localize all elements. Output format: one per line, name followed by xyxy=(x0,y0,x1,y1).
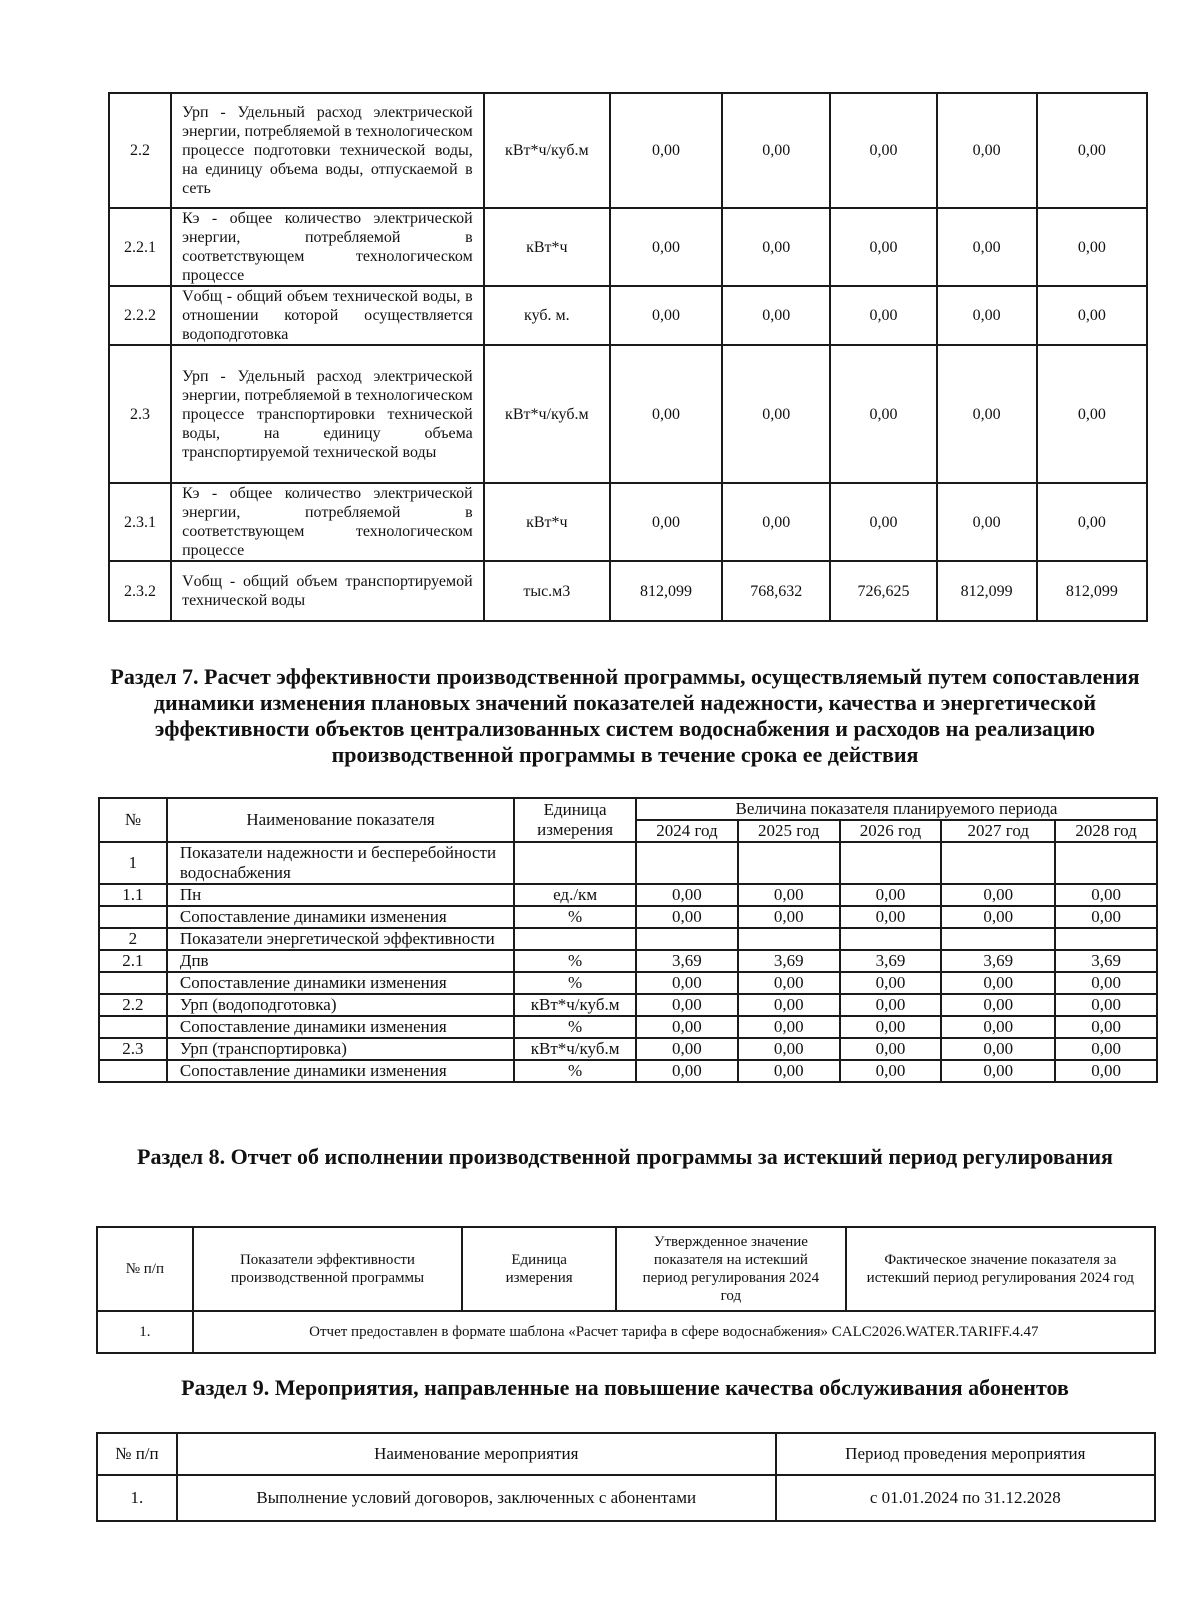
section-8-title: Раздел 8. Отчет об исполнении производственной программы за истекший период регулирования xyxy=(137,1144,1113,1169)
value-cell: 0,00 xyxy=(840,884,942,906)
row-unit: кВт*ч/куб.м xyxy=(484,345,610,483)
value-cell: 0,00 xyxy=(840,972,942,994)
row-number: 2.2 xyxy=(109,93,171,208)
table-row xyxy=(97,1311,1155,1353)
activities-table xyxy=(96,1432,1156,1522)
table-row xyxy=(109,483,1147,561)
value-cell: 0,00 xyxy=(636,1038,738,1060)
row-description: Урп - Удельный расход электрической энергии, потребляемой в технологическом процессе транспортировки технической воды, на единицу объема транспортируемой технической воды xyxy=(171,345,484,483)
table-row xyxy=(99,994,1157,1016)
value-cell: 0,00 xyxy=(722,483,830,561)
value-cell xyxy=(738,842,840,884)
header-row xyxy=(99,798,1157,820)
row-number: 1. xyxy=(97,1311,193,1353)
value-cell: 0,00 xyxy=(1055,884,1157,906)
value-cell: 0,00 xyxy=(830,483,936,561)
table-row xyxy=(109,561,1147,621)
efficiency-table xyxy=(98,797,1158,1083)
value-cell: 0,00 xyxy=(738,884,840,906)
header-num: № xyxy=(99,798,167,842)
value-cell: 3,69 xyxy=(636,950,738,972)
row-number: 1 xyxy=(99,842,167,884)
header-year: 2025 год xyxy=(738,820,840,842)
value-cell: 0,00 xyxy=(610,483,722,561)
value-cell: 3,69 xyxy=(1055,950,1157,972)
activity-name: Выполнение условий договоров, заключенных с абонентами xyxy=(177,1475,776,1521)
row-name: Сопоставление динамики изменения xyxy=(167,972,514,994)
value-cell: 0,00 xyxy=(722,208,830,286)
header-num: № п/п xyxy=(97,1433,177,1475)
row-number xyxy=(99,972,167,994)
row-unit: кВт*ч/куб.м xyxy=(484,93,610,208)
row-unit: ед./км xyxy=(514,884,636,906)
value-cell: 0,00 xyxy=(937,345,1037,483)
value-cell: 0,00 xyxy=(840,906,942,928)
row-number: 2.1 xyxy=(99,950,167,972)
row-name: Сопоставление динамики изменения xyxy=(167,906,514,928)
header-year: 2026 год xyxy=(840,820,942,842)
row-unit: % xyxy=(514,972,636,994)
header-unit: Единица измерения xyxy=(462,1227,616,1311)
value-cell: 0,00 xyxy=(636,994,738,1016)
row-number: 2.2.1 xyxy=(109,208,171,286)
value-cell: 0,00 xyxy=(937,208,1037,286)
row-number: 2 xyxy=(99,928,167,950)
value-cell: 0,00 xyxy=(738,906,840,928)
value-cell xyxy=(636,842,738,884)
header-period: Величина показателя планируемого периода xyxy=(636,798,1157,820)
value-cell: 768,632 xyxy=(722,561,830,621)
value-cell xyxy=(840,928,942,950)
row-name: Урп (транспортировка) xyxy=(167,1038,514,1060)
table-row xyxy=(99,972,1157,994)
value-cell: 0,00 xyxy=(830,286,936,345)
value-cell: 0,00 xyxy=(937,286,1037,345)
value-cell: 0,00 xyxy=(840,1038,942,1060)
table-row xyxy=(109,93,1147,208)
value-cell: 0,00 xyxy=(1055,1016,1157,1038)
table-row xyxy=(99,884,1157,906)
activity-period: с 01.01.2024 по 31.12.2028 xyxy=(776,1475,1155,1521)
value-cell: 0,00 xyxy=(636,906,738,928)
value-cell: 0,00 xyxy=(830,345,936,483)
row-unit xyxy=(514,842,636,884)
table-row xyxy=(99,1016,1157,1038)
value-cell: 812,099 xyxy=(937,561,1037,621)
table-row xyxy=(99,1038,1157,1060)
value-cell: 0,00 xyxy=(1037,93,1147,208)
header-name: Наименование мероприятия xyxy=(177,1433,776,1475)
value-cell: 0,00 xyxy=(610,93,722,208)
table-row xyxy=(99,906,1157,928)
value-cell xyxy=(738,928,840,950)
value-cell: 0,00 xyxy=(610,208,722,286)
value-cell xyxy=(840,842,942,884)
value-cell: 0,00 xyxy=(722,286,830,345)
value-cell: 0,00 xyxy=(738,972,840,994)
row-description: Vобщ - общий объем транспортируемой технической воды xyxy=(171,561,484,621)
value-cell: 3,69 xyxy=(738,950,840,972)
row-description: Кэ - общее количество электрической энергии, потребляемой в соответствующем технологическом процессе xyxy=(171,483,484,561)
value-cell: 3,69 xyxy=(941,950,1055,972)
row-number: 1.1 xyxy=(99,884,167,906)
value-cell: 0,00 xyxy=(636,972,738,994)
section-7-title: Раздел 7. Расчет эффективности производственной программы, осуществляемый путем сопоставления динамики изменения плановых значений показателей надежности, качества и энергетической эффективности объектов централизованных систем водоснабжения и расходов на реализацию производственной программы в течение срока ее действия xyxy=(110,664,1140,767)
value-cell: 0,00 xyxy=(722,345,830,483)
header-indicators: Показатели эффективности производственной программы xyxy=(193,1227,463,1311)
header-year: 2027 год xyxy=(941,820,1055,842)
header-num: № п/п xyxy=(97,1227,193,1311)
value-cell: 812,099 xyxy=(1037,561,1147,621)
row-unit: куб. м. xyxy=(484,286,610,345)
value-cell: 0,00 xyxy=(1055,1060,1157,1082)
header-row xyxy=(97,1227,1155,1311)
value-cell: 0,00 xyxy=(840,1060,942,1082)
value-cell: 0,00 xyxy=(941,972,1055,994)
value-cell: 0,00 xyxy=(636,1016,738,1038)
value-cell: 0,00 xyxy=(636,884,738,906)
value-cell: 0,00 xyxy=(941,906,1055,928)
value-cell: 0,00 xyxy=(738,1016,840,1038)
value-cell: 3,69 xyxy=(840,950,942,972)
value-cell xyxy=(1055,928,1157,950)
report-table xyxy=(96,1226,1156,1354)
value-cell: 0,00 xyxy=(941,1038,1055,1060)
header-unit: Единица измерения xyxy=(514,798,636,842)
row-description: Vобщ - общий объем технической воды, в отношении которой осуществляется водоподготовка xyxy=(171,286,484,345)
value-cell: 0,00 xyxy=(1055,972,1157,994)
table-row xyxy=(99,1060,1157,1082)
header-year: 2028 год xyxy=(1055,820,1157,842)
header-year: 2024 год xyxy=(636,820,738,842)
header-actual: Фактическое значение показателя за истекший период регулирования 2024 год xyxy=(846,1227,1155,1311)
header-name: Наименование показателя xyxy=(167,798,514,842)
row-unit: % xyxy=(514,1016,636,1038)
row-number xyxy=(99,906,167,928)
table-row xyxy=(99,928,1157,950)
value-cell: 0,00 xyxy=(1055,994,1157,1016)
row-unit: кВт*ч xyxy=(484,208,610,286)
value-cell: 812,099 xyxy=(610,561,722,621)
value-cell: 0,00 xyxy=(1037,345,1147,483)
row-number: 2.2.2 xyxy=(109,286,171,345)
row-description: Кэ - общее количество электрической энергии, потребляемой в соответствующем технологическом процессе xyxy=(171,208,484,286)
value-cell: 0,00 xyxy=(1037,208,1147,286)
row-number: 2.3.1 xyxy=(109,483,171,561)
value-cell xyxy=(636,928,738,950)
section-9-title: Раздел 9. Мероприятия, направленные на повышение качества обслуживания абонентов xyxy=(181,1375,1069,1400)
table-row xyxy=(109,286,1147,345)
row-unit: % xyxy=(514,906,636,928)
header-approved: Утвержденное значение показателя на истекший период регулирования 2024 год xyxy=(616,1227,846,1311)
table-row xyxy=(109,208,1147,286)
table-row xyxy=(99,950,1157,972)
row-unit: кВт*ч/куб.м xyxy=(514,1038,636,1060)
row-name: Показатели надежности и бесперебойности водоснабжения xyxy=(167,842,514,884)
value-cell: 0,00 xyxy=(1037,483,1147,561)
value-cell: 0,00 xyxy=(1055,1038,1157,1060)
row-number xyxy=(99,1016,167,1038)
value-cell: 0,00 xyxy=(636,1060,738,1082)
value-cell: 0,00 xyxy=(738,1038,840,1060)
value-cell: 0,00 xyxy=(941,1016,1055,1038)
row-name: Дпв xyxy=(167,950,514,972)
value-cell: 0,00 xyxy=(840,1016,942,1038)
value-cell: 0,00 xyxy=(722,93,830,208)
indicators-table-continuation xyxy=(108,92,1148,622)
row-unit: кВт*ч xyxy=(484,483,610,561)
value-cell: 0,00 xyxy=(738,994,840,1016)
row-name: Пн xyxy=(167,884,514,906)
value-cell: 0,00 xyxy=(937,93,1037,208)
value-cell: 0,00 xyxy=(941,884,1055,906)
value-cell: 0,00 xyxy=(937,483,1037,561)
report-note: Отчет предоставлен в формате шаблона «Расчет тарифа в сфере водоснабжения» CALC2026.WATER.TARIFF.4.47 xyxy=(193,1311,1155,1353)
value-cell: 0,00 xyxy=(610,286,722,345)
header-row xyxy=(97,1433,1155,1475)
row-unit: кВт*ч/куб.м xyxy=(514,994,636,1016)
value-cell: 0,00 xyxy=(840,994,942,1016)
value-cell: 0,00 xyxy=(941,1060,1055,1082)
row-name: Показатели энергетической эффективности xyxy=(167,928,514,950)
row-name: Сопоставление динамики изменения xyxy=(167,1060,514,1082)
row-number: 2.3 xyxy=(109,345,171,483)
value-cell: 0,00 xyxy=(941,994,1055,1016)
row-unit: тыс.м3 xyxy=(484,561,610,621)
row-unit: % xyxy=(514,1060,636,1082)
value-cell xyxy=(941,842,1055,884)
row-description: Урп - Удельный расход электрической энергии, потребляемой в технологическом процессе подготовки технической воды, на единицу объема воды, отпускаемой в сеть xyxy=(171,93,484,208)
row-number: 2.3.2 xyxy=(109,561,171,621)
table-row xyxy=(109,345,1147,483)
row-number: 2.2 xyxy=(99,994,167,1016)
row-number xyxy=(99,1060,167,1082)
value-cell: 0,00 xyxy=(830,208,936,286)
value-cell xyxy=(1055,842,1157,884)
value-cell: 0,00 xyxy=(738,1060,840,1082)
row-number: 2.3 xyxy=(99,1038,167,1060)
row-name: Сопоставление динамики изменения xyxy=(167,1016,514,1038)
value-cell xyxy=(941,928,1055,950)
table-row xyxy=(97,1475,1155,1521)
row-number: 1. xyxy=(97,1475,177,1521)
value-cell: 0,00 xyxy=(610,345,722,483)
value-cell: 0,00 xyxy=(1055,906,1157,928)
table-row xyxy=(99,842,1157,884)
row-name: Урп (водоподготовка) xyxy=(167,994,514,1016)
value-cell: 726,625 xyxy=(830,561,936,621)
header-period: Период проведения мероприятия xyxy=(776,1433,1155,1475)
value-cell: 0,00 xyxy=(1037,286,1147,345)
value-cell: 0,00 xyxy=(830,93,936,208)
row-unit xyxy=(514,928,636,950)
row-unit: % xyxy=(514,950,636,972)
